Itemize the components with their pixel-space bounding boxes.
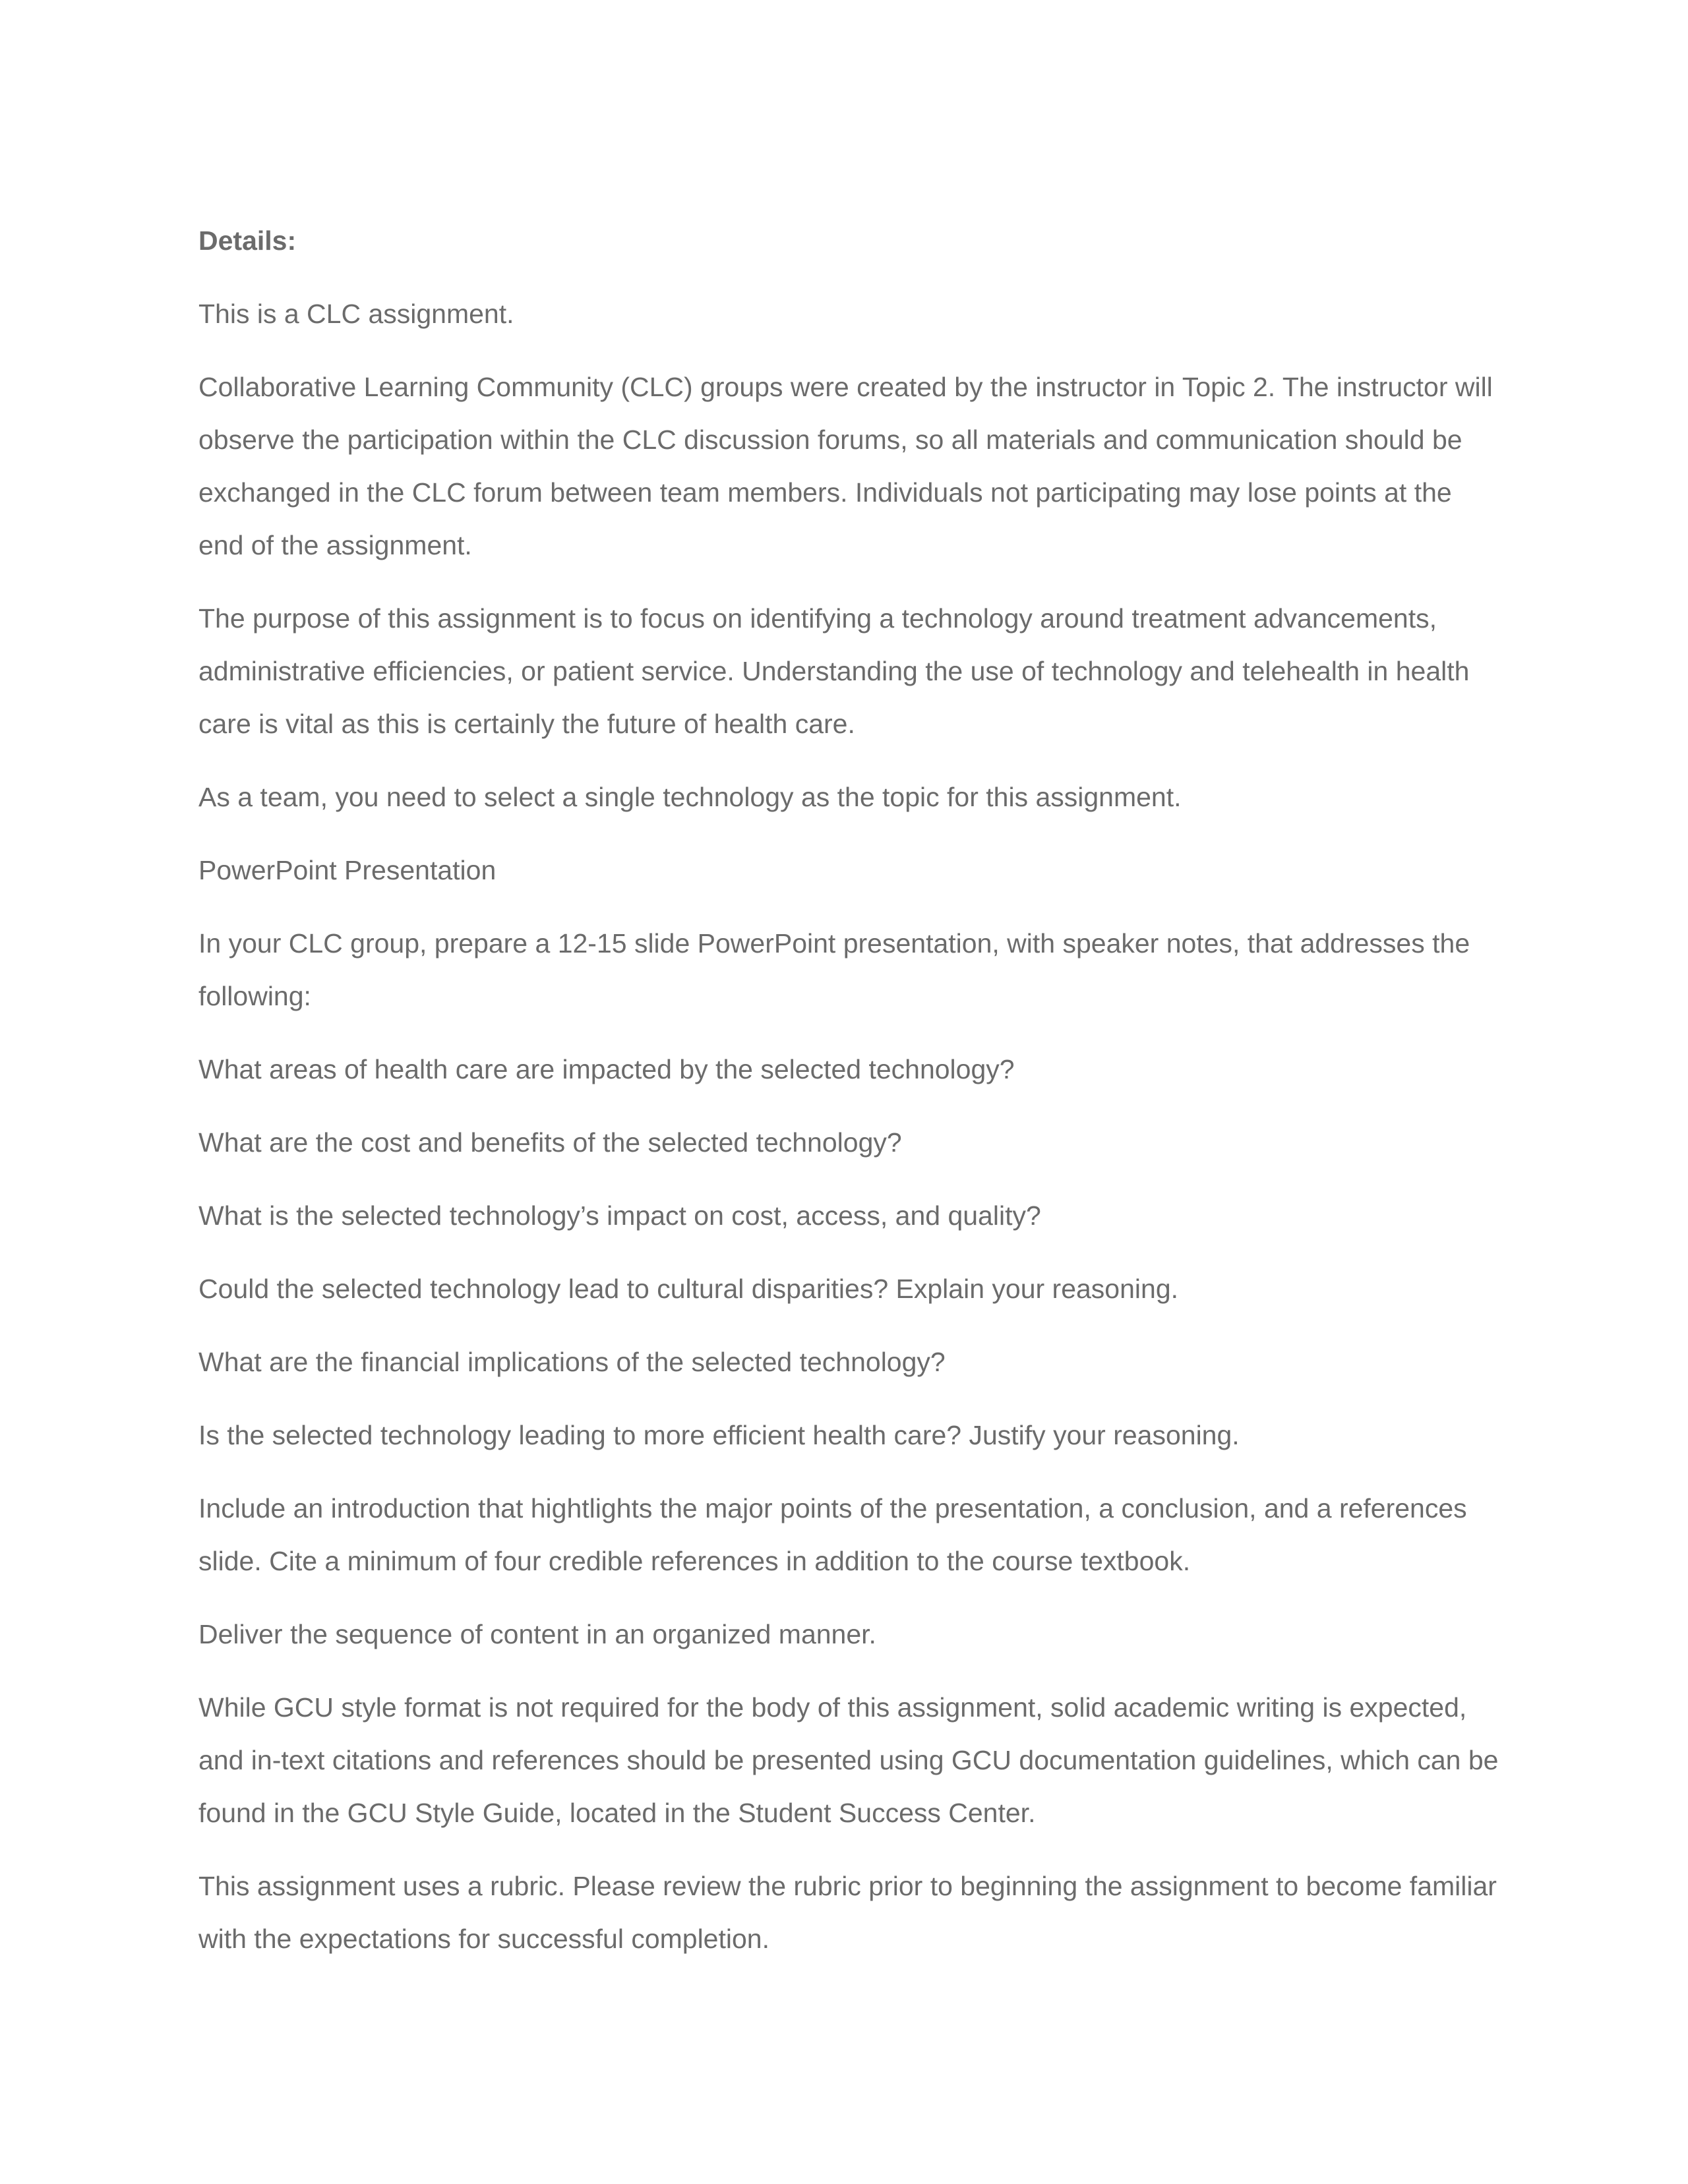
document-body (198, 214, 1504, 1986)
sequence-paragraph: Deliver the sequence of content in an organized manner. (198, 1619, 876, 1649)
powerpoint-subheading: PowerPoint Presentation (198, 855, 497, 885)
presentation-instructions-paragraph: In your CLC group, prepare a 12-15 slide PowerPoint presentation, with speaker notes, that addresses the following: (198, 928, 1470, 1011)
question-impact-cost-access-quality: What is the selected technology’s impact on cost, access, and quality? (198, 1200, 1041, 1231)
team-selection-paragraph: As a team, you need to select a single technology as the topic for this assignment. (198, 782, 1182, 812)
introduction-references-paragraph: Include an introduction that hightlights the major points of the presentation, a conclusion, and a references slide. Cite a minimum of four credible references in addition to the course textbook. (198, 1493, 1467, 1576)
clc-groups-paragraph: Collaborative Learning Community (CLC) groups were created by the instructor in Topic 2. The instructor will observe the participation within the CLC discussion forums, so all materials and communication should be exchanged in the CLC forum between team members. Individuals not participating may lose points at the end of the assignment. (198, 372, 1493, 560)
gcu-style-paragraph: While GCU style format is not required for the body of this assignment, solid academic writing is expected, and in-text citations and references should be presented using GCU documentation guidelines, which can be found in the GCU Style Guide, located in the Student Success Center. (198, 1692, 1499, 1828)
details-heading: Details: (198, 225, 297, 256)
question-cultural-disparities: Could the selected technology lead to cultural disparities? Explain your reasoning. (198, 1274, 1179, 1304)
question-areas-impacted: What areas of health care are impacted by the selected technology? (198, 1054, 1015, 1084)
question-financial-implications: What are the financial implications of the selected technology? (198, 1347, 946, 1377)
rubric-paragraph: This assignment uses a rubric. Please review the rubric prior to beginning the assignment to become familiar with the expectations for successful completion. (198, 1871, 1497, 1954)
question-efficient-health-care: Is the selected technology leading to more efficient health care? Justify your reasoning. (198, 1420, 1240, 1450)
question-cost-benefits: What are the cost and benefits of the selected technology? (198, 1127, 902, 1158)
clc-assignment-paragraph: This is a CLC assignment. (198, 299, 514, 329)
purpose-paragraph: The purpose of this assignment is to focus on identifying a technology around treatment advancements, administrative efficiencies, or patient service. Understanding the use of technology and telehealth in health care is vital as this is certainly the future of health care. (198, 603, 1470, 739)
